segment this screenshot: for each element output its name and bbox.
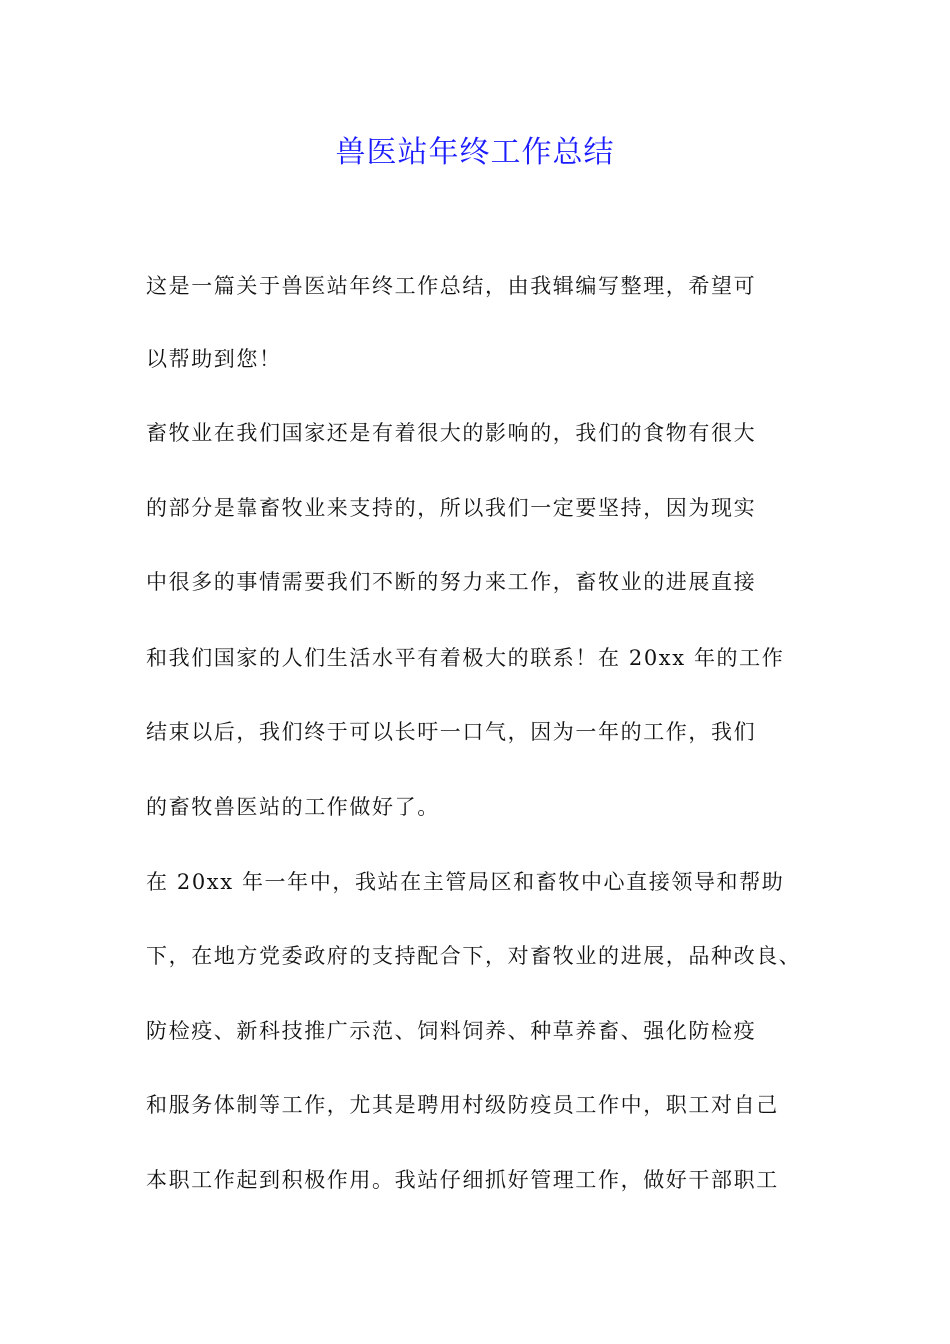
paragraph-2-line-2: 的部分是靠畜牧业来支持的，所以我们一定要坚持，因为现实: [146, 496, 757, 520]
paragraph-3-line-1: 在 20xx 年一年中，我站在主管局区和畜牧中心直接领导和帮助: [146, 870, 785, 894]
paragraph-3-line-3: 防检疫、新科技推广示范、饲料饲养、种草养畜、强化防检疫: [146, 1019, 757, 1043]
paragraph-1-line-1: 这是一篇关于兽医站年终工作总结，由我辑编写整理，希望可: [146, 274, 757, 298]
paragraph-2-line-3: 中很多的事情需要我们不断的努力来工作，畜牧业的进展直接: [146, 570, 757, 594]
paragraph-1-line-2: 以帮助到您！: [146, 347, 282, 371]
paragraph-2-line-5: 结束以后，我们终于可以长吁一口气，因为一年的工作，我们: [146, 720, 757, 744]
paragraph-2-line-6: 的畜牧兽医站的工作做好了。: [146, 795, 440, 819]
paragraph-3-line-5: 本职工作起到积极作用。我站仔细抓好管理工作，做好干部职工: [146, 1168, 779, 1192]
paragraph-3-line-4: 和服务体制等工作，尤其是聘用村级防疫员工作中，职工对自己: [146, 1093, 779, 1117]
paragraph-3-line-2: 下，在地方党委政府的支持配合下，对畜牧业的进展，品种改良、: [146, 944, 802, 968]
paragraph-2-line-1: 畜牧业在我们国家还是有着很大的影响的，我们的食物有很大: [146, 421, 757, 445]
paragraph-2-line-4: 和我们国家的人们生活水平有着极大的联系！在 20xx 年的工作: [146, 646, 785, 670]
document-title: 兽医站年终工作总结: [335, 135, 615, 170]
